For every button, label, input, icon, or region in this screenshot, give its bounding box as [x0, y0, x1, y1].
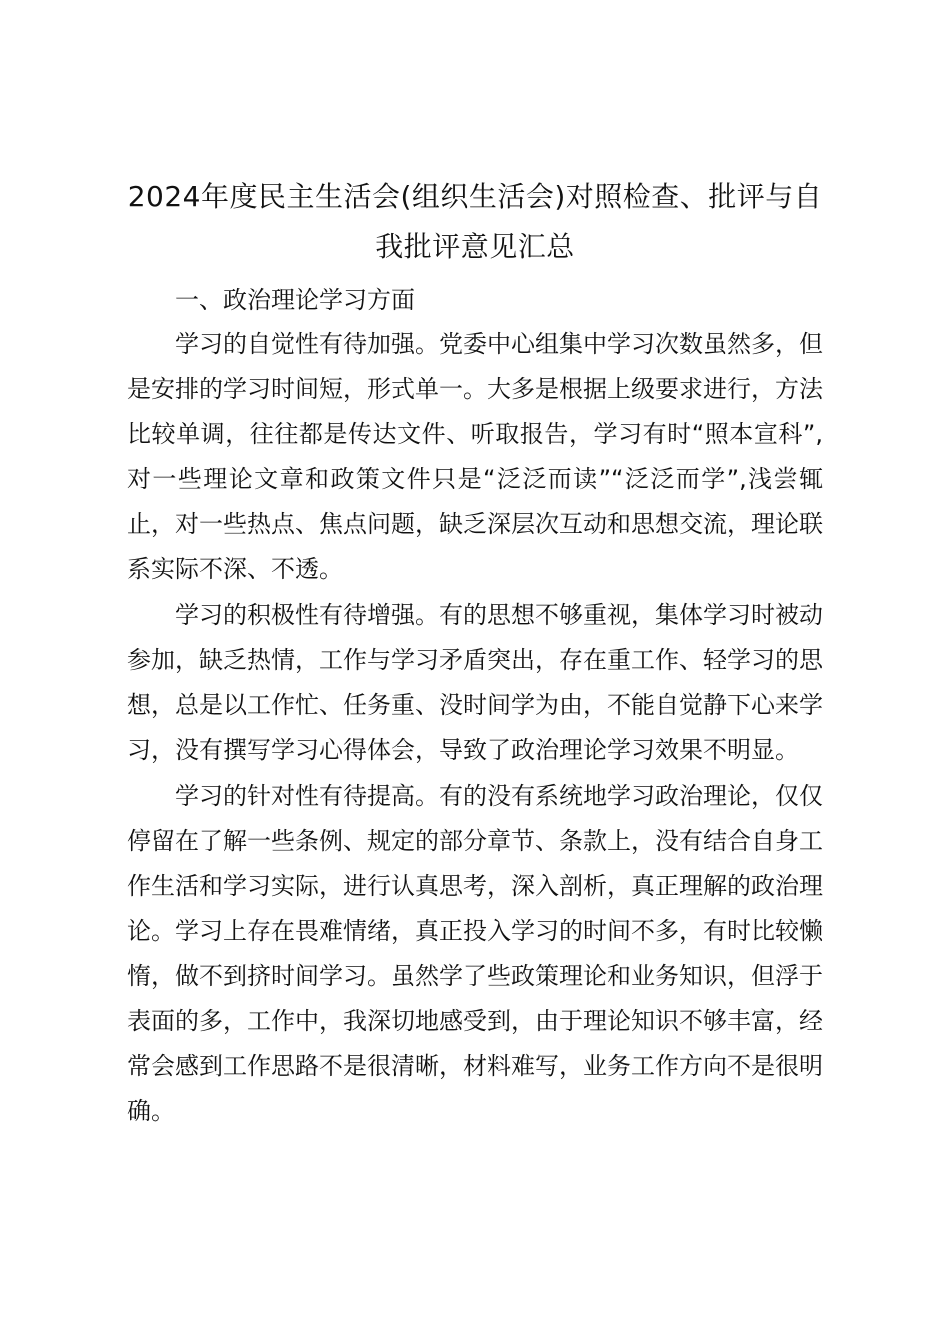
section-political-theory: [127, 278, 823, 1134]
document-title: 2024年度民主生活会(组织生活会)对照检查、批评与自我批评意见汇总: [127, 180, 823, 263]
paragraph-study-enthusiasm: 学习的积极性有待增强。有的思想不够重视，集体学习时被动参加，缺乏热情，工作与学习矛盾突出，存在重工作、轻学习的思想，总是以工作忙、任务重、没时间学为由，不能自觉静下心来学习，没有撰写学习心得体会，导致了政治理论学习效果不明显。: [127, 601, 823, 764]
section-heading: 一、政治理论学习方面: [175, 286, 415, 314]
paragraph-study-consciousness: 学习的自觉性有待加强。党委中心组集中学习次数虽然多，但是安排的学习时间短，形式单一。大多是根据上级要求进行，方法比较单调，往往都是传达文件、听取报告，学习有时“照本宣科”,对一些理论文章和政策文件只是“泛泛而读”“泛泛而学”,浅尝辄止，对一些热点、焦点问题，缺乏深层次互动和思想交流，理论联系实际不深、不透。: [127, 330, 823, 583]
paragraph-study-relevance: 学习的针对性有待提高。有的没有系统地学习政治理论，仅仅停留在了解一些条例、规定的部分章节、条款上，没有结合自身工作生活和学习实际，进行认真思考，深入剖析，真正理解的政治理论。学习上存在畏难情绪，真正投入学习的时间不多，有时比较懒惰，做不到挤时间学习。虽然学了些政策理论和业务知识，但浮于表面的多，工作中，我深切地感受到，由于理论知识不够丰富，经常会感到工作思路不是很清晰，材料难写，业务工作方向不是很明确。: [127, 782, 823, 1125]
document-page: [127, 172, 823, 1134]
